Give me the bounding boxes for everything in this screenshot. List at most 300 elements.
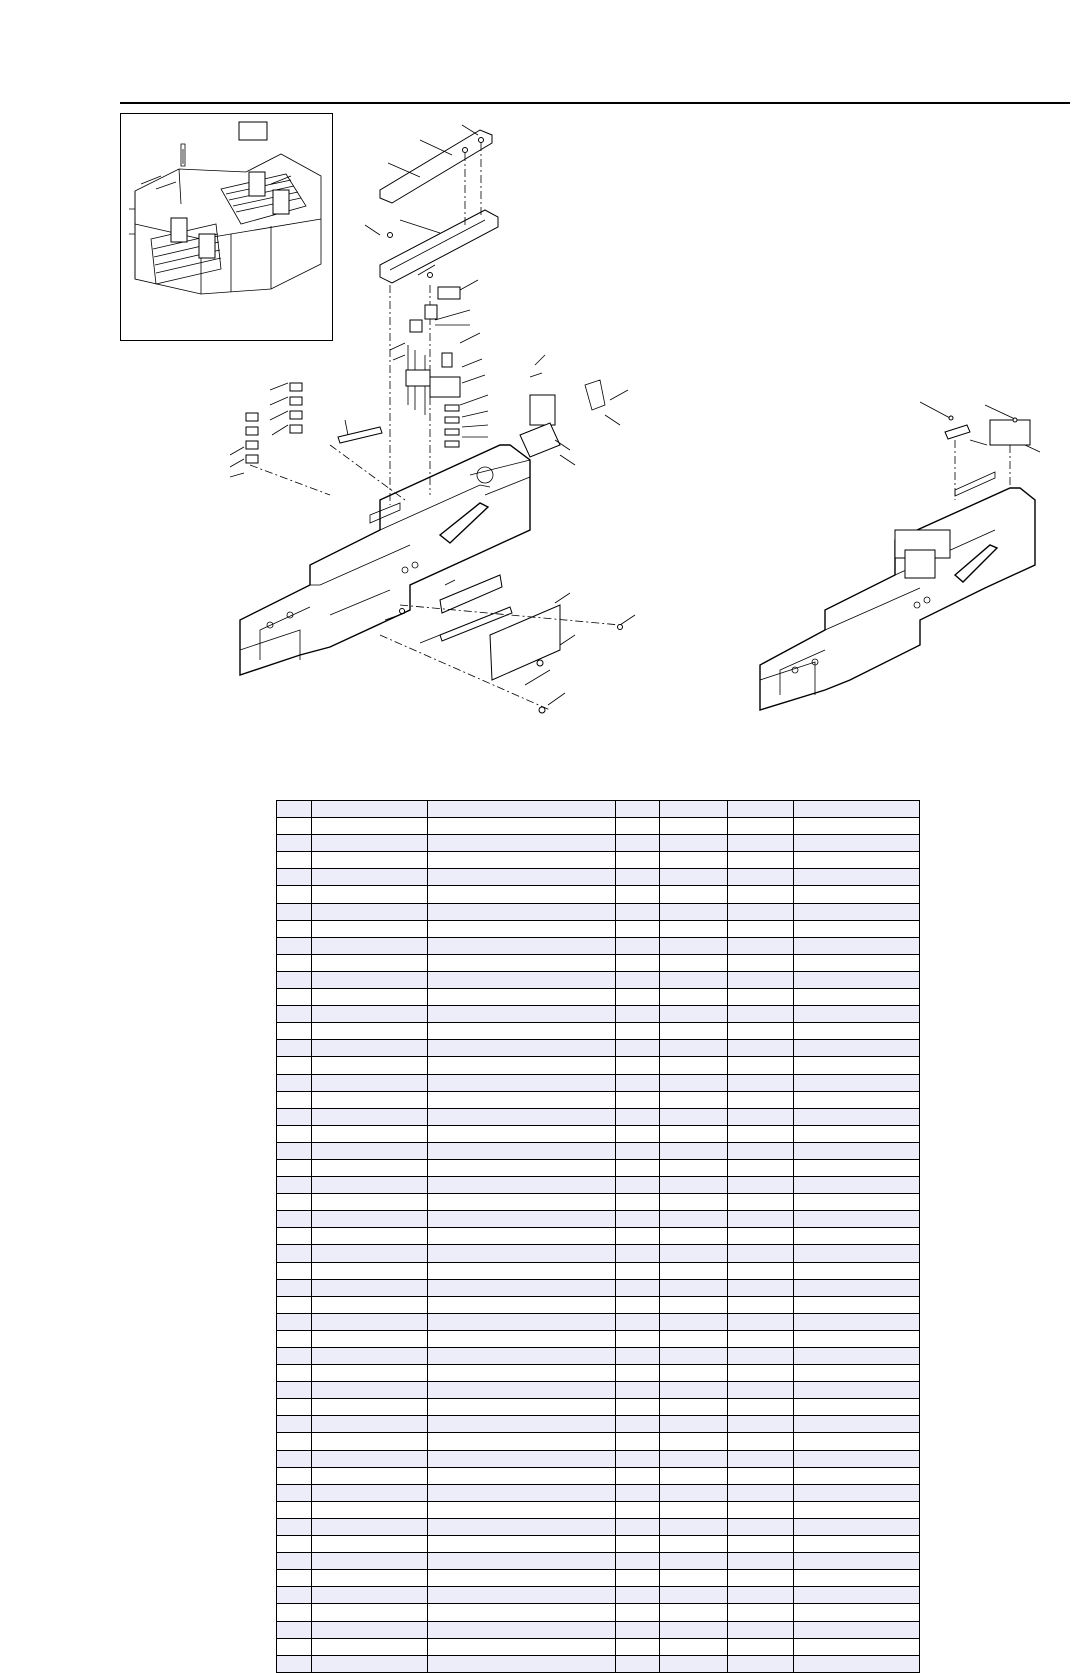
- table-cell: [794, 1023, 920, 1040]
- table-cell: [728, 1382, 794, 1399]
- table-cell: [312, 1518, 428, 1535]
- table-row: [277, 1125, 920, 1142]
- table-cell: [616, 1604, 660, 1621]
- table-cell: [277, 801, 312, 818]
- table-cell: [428, 1399, 616, 1416]
- table-cell: [728, 1365, 794, 1382]
- table-row: [277, 1177, 920, 1194]
- table-row: [277, 903, 920, 920]
- table-cell: [728, 1348, 794, 1365]
- table-cell: [428, 1536, 616, 1553]
- table-cell: [312, 971, 428, 988]
- table-cell: [728, 1091, 794, 1108]
- table-cell: [616, 1211, 660, 1228]
- table-cell: [794, 869, 920, 886]
- table-cell: [616, 1587, 660, 1604]
- table-cell: [428, 920, 616, 937]
- table-cell: [616, 1655, 660, 1672]
- table-cell: [660, 1159, 728, 1176]
- table-cell: [794, 1655, 920, 1672]
- table-cell: [728, 1074, 794, 1091]
- table-cell: [660, 801, 728, 818]
- table-cell: [312, 1125, 428, 1142]
- table-cell: [428, 1159, 616, 1176]
- table-cell: [616, 1348, 660, 1365]
- table-cell: [428, 1091, 616, 1108]
- table-cell: [428, 1365, 616, 1382]
- table-cell: [616, 1536, 660, 1553]
- table-cell: [277, 835, 312, 852]
- table-row: [277, 1553, 920, 1570]
- table-cell: [428, 1467, 616, 1484]
- table-cell: [277, 1587, 312, 1604]
- table-cell: [660, 954, 728, 971]
- table-row: [277, 1365, 920, 1382]
- table-cell: [277, 1245, 312, 1262]
- table-cell: [660, 1313, 728, 1330]
- table-cell: [794, 1006, 920, 1023]
- table-cell: [616, 1518, 660, 1535]
- table-row: [277, 1091, 920, 1108]
- table-cell: [728, 1416, 794, 1433]
- table-row: [277, 1382, 920, 1399]
- table-cell: [660, 1382, 728, 1399]
- table-cell: [728, 1177, 794, 1194]
- table-cell: [794, 1091, 920, 1108]
- table-row: [277, 920, 920, 937]
- table-cell: [428, 801, 616, 818]
- table-cell: [277, 869, 312, 886]
- table-cell: [660, 1006, 728, 1023]
- table-cell: [794, 1433, 920, 1450]
- table-cell: [277, 937, 312, 954]
- table-cell: [428, 1296, 616, 1313]
- table-cell: [428, 1023, 616, 1040]
- table-cell: [794, 852, 920, 869]
- table-cell: [277, 1262, 312, 1279]
- table-cell: [660, 920, 728, 937]
- table-cell: [312, 937, 428, 954]
- table-cell: [428, 1587, 616, 1604]
- table-cell: [312, 903, 428, 920]
- table-cell: [428, 1313, 616, 1330]
- table-cell: [728, 886, 794, 903]
- table-cell: [660, 1177, 728, 1194]
- table-cell: [277, 1040, 312, 1057]
- table-cell: [794, 801, 920, 818]
- table-cell: [616, 1040, 660, 1057]
- table-cell: [660, 1587, 728, 1604]
- table-cell: [312, 1365, 428, 1382]
- table-cell: [277, 1108, 312, 1125]
- table-cell: [312, 1245, 428, 1262]
- table-cell: [277, 1467, 312, 1484]
- table-cell: [728, 1433, 794, 1450]
- table-cell: [277, 989, 312, 1006]
- table-cell: [616, 1501, 660, 1518]
- table-cell: [312, 1416, 428, 1433]
- table-cell: [794, 1570, 920, 1587]
- table-cell: [794, 989, 920, 1006]
- table-cell: [312, 920, 428, 937]
- table-cell: [616, 818, 660, 835]
- table-cell: [428, 954, 616, 971]
- table-cell: [277, 818, 312, 835]
- table-cell: [728, 1108, 794, 1125]
- table-cell: [428, 1211, 616, 1228]
- table-row: [277, 1416, 920, 1433]
- table-cell: [428, 1621, 616, 1638]
- table-cell: [728, 1330, 794, 1347]
- table-cell: [312, 1211, 428, 1228]
- table-cell: [794, 1142, 920, 1159]
- table-cell: [660, 1228, 728, 1245]
- parts-list-body: [277, 801, 920, 1673]
- table-cell: [660, 1108, 728, 1125]
- table-cell: [428, 1125, 616, 1142]
- table-cell: [794, 1501, 920, 1518]
- table-cell: [794, 1228, 920, 1245]
- table-cell: [312, 1399, 428, 1416]
- table-cell: [794, 1365, 920, 1382]
- table-cell: [728, 903, 794, 920]
- table-cell: [428, 1245, 616, 1262]
- table-row: [277, 1655, 920, 1672]
- table-cell: [277, 886, 312, 903]
- table-cell: [728, 1057, 794, 1074]
- table-cell: [616, 869, 660, 886]
- table-cell: [794, 1621, 920, 1638]
- table-cell: [428, 1057, 616, 1074]
- table-cell: [660, 1450, 728, 1467]
- table-cell: [616, 1194, 660, 1211]
- table-cell: [660, 1194, 728, 1211]
- table-cell: [728, 937, 794, 954]
- table-cell: [660, 1536, 728, 1553]
- table-cell: [728, 818, 794, 835]
- table-cell: [728, 1570, 794, 1587]
- table-row: [277, 1057, 920, 1074]
- table-row: [277, 1467, 920, 1484]
- table-cell: [312, 1638, 428, 1655]
- table-cell: [277, 1518, 312, 1535]
- table-row: [277, 1296, 920, 1313]
- table-cell: [728, 1006, 794, 1023]
- table-cell: [277, 1074, 312, 1091]
- table-cell: [728, 1536, 794, 1553]
- table-row: [277, 835, 920, 852]
- table-cell: [312, 1262, 428, 1279]
- table-cell: [660, 1023, 728, 1040]
- table-cell: [277, 852, 312, 869]
- table-cell: [428, 886, 616, 903]
- table-cell: [312, 1006, 428, 1023]
- table-cell: [277, 903, 312, 920]
- table-cell: [616, 1125, 660, 1142]
- table-cell: [794, 1553, 920, 1570]
- table-cell: [277, 1484, 312, 1501]
- table-cell: [312, 1142, 428, 1159]
- table-row: [277, 1142, 920, 1159]
- table-cell: [616, 1091, 660, 1108]
- table-cell: [616, 1159, 660, 1176]
- table-cell: [312, 1433, 428, 1450]
- table-cell: [794, 1108, 920, 1125]
- table-cell: [616, 1553, 660, 1570]
- table-cell: [312, 989, 428, 1006]
- table-cell: [277, 1604, 312, 1621]
- table-cell: [728, 1553, 794, 1570]
- table-cell: [794, 818, 920, 835]
- table-cell: [428, 903, 616, 920]
- table-cell: [277, 1450, 312, 1467]
- table-cell: [728, 835, 794, 852]
- table-cell: [616, 1382, 660, 1399]
- table-cell: [728, 1621, 794, 1638]
- table-cell: [277, 920, 312, 937]
- table-cell: [728, 1587, 794, 1604]
- table-cell: [277, 1006, 312, 1023]
- table-row: [277, 1074, 920, 1091]
- table-cell: [728, 1313, 794, 1330]
- table-cell: [428, 1142, 616, 1159]
- feeder-assembled-view-icon: [755, 400, 1055, 760]
- table-cell: [312, 1536, 428, 1553]
- table-cell: [428, 1040, 616, 1057]
- table-cell: [312, 1057, 428, 1074]
- table-cell: [277, 1433, 312, 1450]
- table-cell: [428, 989, 616, 1006]
- table-row: [277, 1536, 920, 1553]
- table-row: [277, 1159, 920, 1176]
- table-cell: [277, 1159, 312, 1176]
- table-cell: [728, 1125, 794, 1142]
- table-cell: [660, 1365, 728, 1382]
- table-cell: [728, 1262, 794, 1279]
- table-cell: [660, 1399, 728, 1416]
- table-cell: [728, 1399, 794, 1416]
- table-cell: [728, 869, 794, 886]
- table-cell: [312, 852, 428, 869]
- table-cell: [312, 1023, 428, 1040]
- table-row: [277, 852, 920, 869]
- table-row: [277, 1211, 920, 1228]
- table-row: [277, 1006, 920, 1023]
- table-cell: [312, 1296, 428, 1313]
- table-cell: [277, 1348, 312, 1365]
- table-cell: [312, 1655, 428, 1672]
- table-cell: [794, 1057, 920, 1074]
- table-cell: [660, 1518, 728, 1535]
- table-cell: [728, 989, 794, 1006]
- table-cell: [794, 920, 920, 937]
- table-cell: [616, 1570, 660, 1587]
- table-cell: [616, 1399, 660, 1416]
- table-cell: [616, 1484, 660, 1501]
- table-cell: [794, 1313, 920, 1330]
- table-cell: [660, 1091, 728, 1108]
- table-cell: [312, 1177, 428, 1194]
- table-cell: [660, 971, 728, 988]
- table-cell: [616, 1177, 660, 1194]
- table-cell: [312, 818, 428, 835]
- table-cell: [312, 1587, 428, 1604]
- table-cell: [616, 1450, 660, 1467]
- table-cell: [660, 869, 728, 886]
- table-cell: [728, 1279, 794, 1296]
- table-cell: [428, 869, 616, 886]
- table-cell: [616, 801, 660, 818]
- table-cell: [728, 801, 794, 818]
- table-cell: [660, 1484, 728, 1501]
- table-cell: [660, 1125, 728, 1142]
- table-cell: [794, 1467, 920, 1484]
- table-cell: [728, 1604, 794, 1621]
- table-cell: [616, 1245, 660, 1262]
- table-cell: [277, 1194, 312, 1211]
- table-cell: [660, 1638, 728, 1655]
- table-row: [277, 954, 920, 971]
- table-cell: [660, 818, 728, 835]
- table-row: [277, 886, 920, 903]
- table-cell: [794, 1484, 920, 1501]
- table-cell: [277, 1399, 312, 1416]
- table-cell: [660, 852, 728, 869]
- header-rule: [120, 102, 1070, 104]
- table-cell: [312, 801, 428, 818]
- table-cell: [616, 1142, 660, 1159]
- table-cell: [428, 971, 616, 988]
- table-cell: [616, 1023, 660, 1040]
- table-row: [277, 818, 920, 835]
- table-cell: [728, 1245, 794, 1262]
- table-cell: [312, 1348, 428, 1365]
- table-cell: [312, 835, 428, 852]
- table-cell: [616, 1074, 660, 1091]
- table-cell: [794, 1194, 920, 1211]
- table-cell: [616, 1330, 660, 1347]
- table-cell: [277, 1091, 312, 1108]
- table-cell: [616, 1108, 660, 1125]
- table-cell: [277, 1313, 312, 1330]
- table-cell: [312, 1313, 428, 1330]
- table-cell: [312, 1074, 428, 1091]
- table-cell: [312, 1501, 428, 1518]
- table-cell: [616, 1262, 660, 1279]
- table-cell: [794, 1330, 920, 1347]
- table-cell: [660, 1621, 728, 1638]
- table-cell: [660, 989, 728, 1006]
- table-row: [277, 1518, 920, 1535]
- table-row: [277, 869, 920, 886]
- table-cell: [616, 920, 660, 937]
- table-cell: [277, 1638, 312, 1655]
- table-cell: [312, 1194, 428, 1211]
- table-cell: [660, 903, 728, 920]
- table-row: [277, 1040, 920, 1057]
- table-cell: [428, 1604, 616, 1621]
- table-cell: [794, 1348, 920, 1365]
- table-cell: [312, 1604, 428, 1621]
- table-cell: [616, 1296, 660, 1313]
- table-cell: [428, 1074, 616, 1091]
- table-cell: [428, 1416, 616, 1433]
- table-row: [277, 1228, 920, 1245]
- table-cell: [428, 1194, 616, 1211]
- table-cell: [616, 1365, 660, 1382]
- table-cell: [312, 954, 428, 971]
- table-cell: [428, 1228, 616, 1245]
- table-cell: [728, 1501, 794, 1518]
- table-cell: [794, 1587, 920, 1604]
- table-cell: [428, 1177, 616, 1194]
- table-cell: [616, 852, 660, 869]
- table-cell: [728, 1450, 794, 1467]
- table-row: [277, 1348, 920, 1365]
- table-cell: [277, 1382, 312, 1399]
- table-row: [277, 1621, 920, 1638]
- table-cell: [794, 1245, 920, 1262]
- table-row: [277, 1450, 920, 1467]
- table-cell: [660, 1553, 728, 1570]
- table-cell: [660, 1570, 728, 1587]
- table-cell: [428, 1501, 616, 1518]
- table-cell: [794, 903, 920, 920]
- table-cell: [312, 1040, 428, 1057]
- table-cell: [616, 903, 660, 920]
- table-cell: [312, 1228, 428, 1245]
- table-cell: [277, 1501, 312, 1518]
- table-cell: [660, 1501, 728, 1518]
- table-cell: [728, 852, 794, 869]
- table-cell: [616, 1621, 660, 1638]
- table-row: [277, 1484, 920, 1501]
- table-row: [277, 1587, 920, 1604]
- table-cell: [728, 1040, 794, 1057]
- table-cell: [312, 1570, 428, 1587]
- table-row: [277, 1501, 920, 1518]
- table-cell: [616, 1433, 660, 1450]
- table-cell: [660, 1211, 728, 1228]
- table-cell: [794, 954, 920, 971]
- table-cell: [428, 835, 616, 852]
- table-cell: [277, 1211, 312, 1228]
- table-cell: [312, 869, 428, 886]
- table-row: [277, 1399, 920, 1416]
- table-cell: [660, 1040, 728, 1057]
- table-cell: [277, 1553, 312, 1570]
- table-cell: [728, 1655, 794, 1672]
- table-cell: [616, 1467, 660, 1484]
- table-cell: [312, 1553, 428, 1570]
- table-cell: [312, 1450, 428, 1467]
- table-cell: [794, 1040, 920, 1057]
- table-cell: [660, 1467, 728, 1484]
- table-cell: [794, 886, 920, 903]
- table-cell: [277, 1023, 312, 1040]
- table-row: [277, 1433, 920, 1450]
- table-row: [277, 1262, 920, 1279]
- table-row: [277, 971, 920, 988]
- table-row: [277, 1108, 920, 1125]
- table-row: [277, 1194, 920, 1211]
- table-cell: [660, 1416, 728, 1433]
- table-cell: [616, 886, 660, 903]
- table-cell: [616, 1279, 660, 1296]
- table-cell: [794, 1399, 920, 1416]
- table-row: [277, 1638, 920, 1655]
- table-cell: [728, 954, 794, 971]
